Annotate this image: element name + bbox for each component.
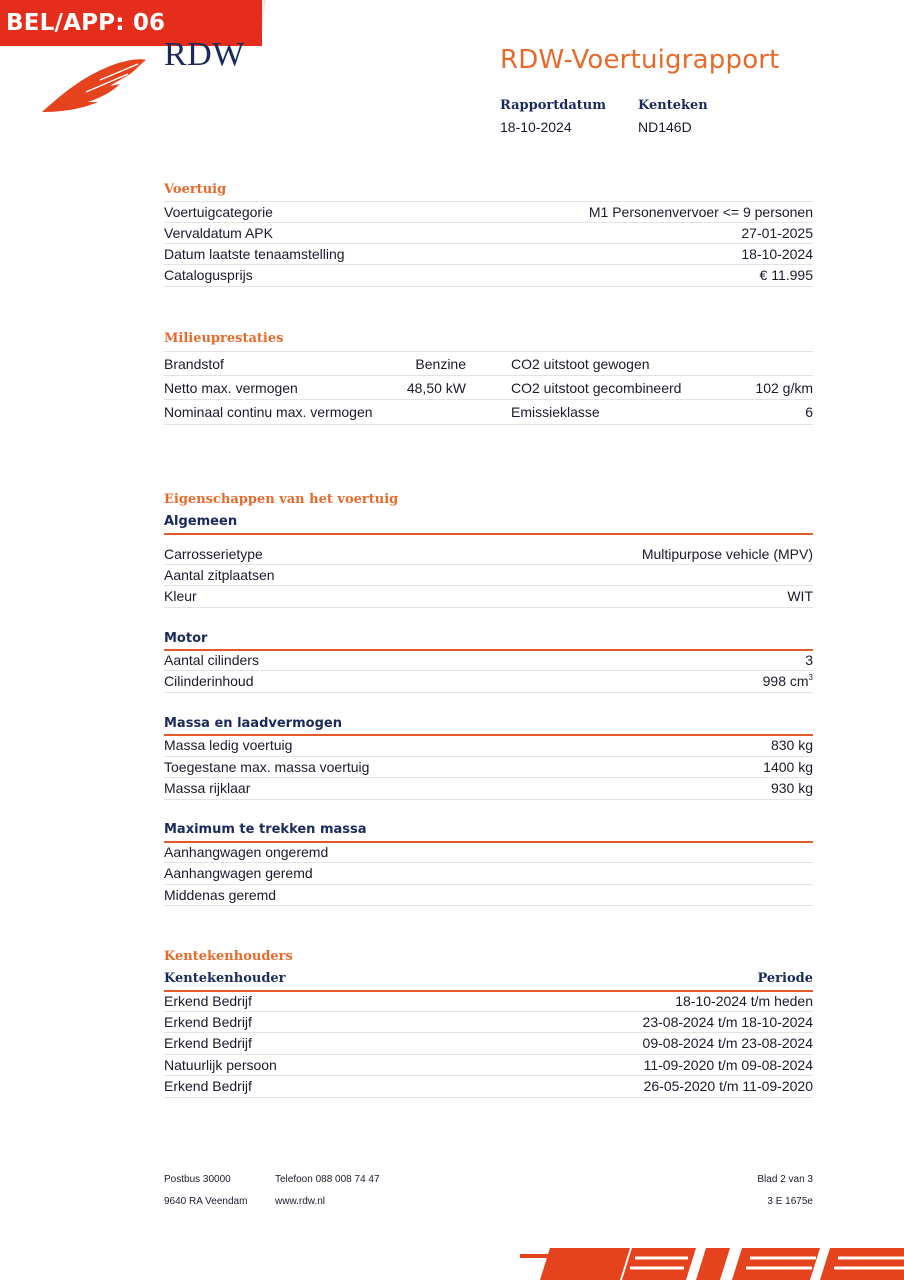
table-row xyxy=(164,734,813,755)
milieu-label: CO2 uitstoot gecombineerd xyxy=(511,380,682,396)
holder-period: 18-10-2024 t/m heden xyxy=(675,992,813,1009)
table-row xyxy=(164,543,813,564)
row-value: 1400 kg xyxy=(763,758,813,775)
row-value: 930 kg xyxy=(770,779,813,796)
milieu-label: Brandstof xyxy=(164,356,224,372)
row-label: Voertuigcategorie xyxy=(164,203,273,220)
milieu-label: Emissieklasse xyxy=(511,404,600,420)
divider xyxy=(164,799,813,800)
divider xyxy=(164,607,813,608)
row-label: Aantal cilinders xyxy=(164,651,259,668)
holder-name: Erkend Bedrijf xyxy=(164,992,252,1009)
table-row xyxy=(164,585,813,606)
footer-address: 9640 RA Veendam xyxy=(164,1196,248,1207)
table-row xyxy=(164,862,813,883)
table-row xyxy=(164,670,813,691)
table-row xyxy=(164,201,813,222)
footer-code: 3 E 1675e xyxy=(767,1196,813,1207)
report-date-label: Rapportdatum xyxy=(500,98,606,113)
plate-number: ND146D xyxy=(638,119,692,135)
section-kentekenhouders-title: Kentekenhouders xyxy=(164,949,293,964)
sub-massa-title: Massa en laadvermogen xyxy=(164,716,342,731)
milieu-value: Benzine xyxy=(415,356,466,372)
holder-period: 09-08-2024 t/m 23-08-2024 xyxy=(642,1034,813,1051)
row-value: M1 Personenvervoer <= 9 personen xyxy=(588,203,813,220)
milieu-value: 48,50 kW xyxy=(406,380,466,396)
section-milieu-title: Milieuprestaties xyxy=(164,331,284,346)
holder-name: Erkend Bedrijf xyxy=(164,1013,252,1030)
sub-trekken-title: Maximum te trekken massa xyxy=(164,822,367,837)
row-label: Carrosserietype xyxy=(164,545,263,562)
row-label: Middenas geremd xyxy=(164,886,277,903)
sub-motor-title: Motor xyxy=(164,631,208,646)
holder-period: 26-05-2020 t/m 11-09-2020 xyxy=(643,1077,813,1094)
row-label: Catalogusprijs xyxy=(164,266,253,283)
table-row xyxy=(164,884,813,905)
footer-postbus: Postbus 30000 xyxy=(164,1174,231,1185)
sub-algemeen-title: Algemeen xyxy=(164,514,238,529)
rdw-logo-text: RDW xyxy=(164,36,245,73)
footer-phone: Telefoon 088 008 74 47 xyxy=(275,1174,380,1185)
table-row xyxy=(164,777,813,798)
row-value: € 11.995 xyxy=(759,266,813,283)
divider xyxy=(164,351,813,352)
row-value: 27-01-2025 xyxy=(741,224,813,241)
divider xyxy=(164,375,813,376)
divider xyxy=(164,399,813,400)
row-value: WIT xyxy=(787,587,813,604)
holder-name: Natuurlijk persoon xyxy=(164,1056,277,1073)
divider xyxy=(164,424,813,425)
orange-divider xyxy=(164,533,813,535)
table-row xyxy=(164,1054,813,1075)
row-value: Multipurpose vehicle (MPV) xyxy=(641,545,813,562)
row-value: 830 kg xyxy=(770,736,813,753)
row-label: Massa rijklaar xyxy=(164,779,251,796)
report-date: 18-10-2024 xyxy=(500,119,572,135)
holder-period: 23-08-2024 t/m 18-10-2024 xyxy=(642,1013,813,1030)
unit-superscript: 3 xyxy=(808,672,813,682)
divider xyxy=(164,1097,813,1098)
row-label: Toegestane max. massa voertuig xyxy=(164,758,370,775)
row-label: Datum laatste tenaamstelling xyxy=(164,245,345,262)
section-voertuig-title: Voertuig xyxy=(164,182,227,197)
holder-name: Erkend Bedrijf xyxy=(164,1077,252,1094)
table-row xyxy=(164,649,813,670)
row-value: 18-10-2024 xyxy=(741,245,813,262)
phone-banner: BEL/APP: 06 42745444 xyxy=(0,0,262,46)
divider xyxy=(164,286,813,287)
rdw-feather-logo-icon xyxy=(40,56,150,116)
plate-label: Kenteken xyxy=(638,98,708,113)
row-value-with-unit xyxy=(763,673,813,689)
milieu-value: 102 g/km xyxy=(755,380,813,396)
row-label: Aanhangwagen geremd xyxy=(164,864,313,881)
milieu-label: CO2 uitstoot gewogen xyxy=(511,356,650,372)
row-value: 3 xyxy=(805,651,813,668)
table-row xyxy=(164,243,813,264)
table-row xyxy=(164,1011,813,1032)
table-row xyxy=(164,564,813,585)
footer-website-link[interactable]: www.rdw.nl xyxy=(275,1196,326,1207)
table-row xyxy=(164,222,813,243)
row-label: Aanhangwagen ongeremd xyxy=(164,843,329,860)
milieu-label: Netto max. vermogen xyxy=(164,380,298,396)
row-label: Massa ledig voertuig xyxy=(164,736,293,753)
col-header-holder: Kentekenhouder xyxy=(164,971,286,986)
holder-period: 11-09-2020 t/m 09-08-2024 xyxy=(643,1056,813,1073)
report-title: RDW-Voertuigrapport xyxy=(500,45,780,75)
section-eigenschappen-title: Eigenschappen van het voertuig xyxy=(164,492,399,507)
divider xyxy=(164,692,813,693)
holder-name: Erkend Bedrijf xyxy=(164,1034,252,1051)
footer-page-number: Blad 2 van 3 xyxy=(757,1174,813,1185)
table-row xyxy=(164,756,813,777)
table-row xyxy=(164,1032,813,1053)
cylinder-capacity: 998 cm xyxy=(762,672,809,689)
table-row xyxy=(164,264,813,285)
row-label: Aantal zitplaatsen xyxy=(164,566,275,583)
milieu-value: 6 xyxy=(805,404,813,420)
table-row xyxy=(164,841,813,862)
decorative-stripes-icon xyxy=(520,1244,904,1280)
col-header-period: Periode xyxy=(757,971,813,986)
row-label: Kleur xyxy=(164,587,197,604)
row-label: Cilinderinhoud xyxy=(164,672,254,689)
row-label: Vervaldatum APK xyxy=(164,224,273,241)
table-row xyxy=(164,990,813,1011)
divider xyxy=(164,905,813,906)
milieu-label: Nominaal continu max. vermogen xyxy=(164,404,373,420)
table-row xyxy=(164,1075,813,1096)
